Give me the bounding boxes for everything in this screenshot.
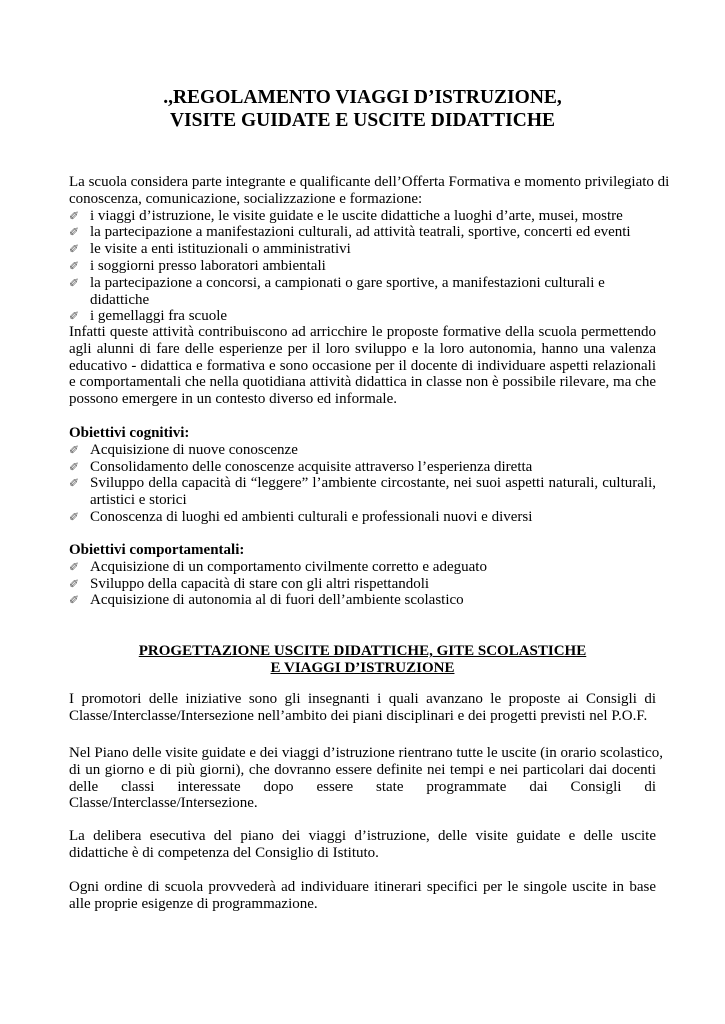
pencil-icon: ✐ (69, 459, 80, 474)
section-title (69, 643, 656, 677)
list-item: ✐ la partecipazione a manifestazioni culturali, ad attività teatrali, sportive, concerti ed eventi (69, 224, 631, 241)
list-item: ✐ Sviluppo della capacità di stare con gli altri rispettandoli (69, 575, 430, 592)
document-title (0, 86, 725, 132)
paragraph-infatti: Infatti queste attività contribuiscono ad arricchire le proposte formative della scuola permettendo agli alunni di fare delle esperienze per il loro sviluppo e la loro autonomia, hanno una valenza educativo - didattica e formativa e sono occasione per il docente di individuare aspetti relazionali e comportamentali che nella quotidiana attività didattica in classe non è possibile rilevare, ma che possono emergere in un contesto diverso ed informale. (69, 324, 656, 408)
pencil-icon: ✐ (69, 576, 80, 591)
cognitive-heading: Obiettivi cognitivi: (69, 425, 190, 441)
intro-list (69, 208, 656, 326)
list-item: ✐ i viaggi d’istruzione, le visite guidate e le uscite didattiche a luoghi d’arte, musei, mostre (69, 207, 623, 224)
list-item: ✐ Conoscenza di luoghi ed ambienti culturali e professionali nuovi e diversi (69, 508, 533, 525)
intro-block (69, 174, 670, 325)
behavioral-list (69, 559, 656, 609)
paragraph-ordine: Ogni ordine di scuola provvederà ad individuare itinerari specifici per le singole uscite in base alle proprie esigenze di programmazione. (69, 879, 656, 912)
intro-line-1: La scuola considera parte integrante e qualificante dell’Offerta Formativa e momento privilegiato di (69, 174, 670, 190)
cognitive-list (69, 442, 656, 526)
list-item: ✐ la partecipazione a concorsi, a campionati o gare sportive, a manifestazioni culturali e didattiche (69, 274, 605, 308)
list-item: ✐ Sviluppo della capacità di “leggere” l’ambiente circostante, nei suoi aspetti naturali, culturali, artistici e storici (69, 475, 656, 509)
behavioral-objectives (69, 542, 656, 609)
pencil-icon: ✐ (69, 309, 80, 324)
pencil-icon: ✐ (69, 225, 80, 240)
list-item: ✐ Acquisizione di un comportamento civilmente corretto e adeguato (69, 558, 487, 575)
title-line-1: .,REGOLAMENTO VIAGGI D’ISTRUZIONE, (163, 87, 562, 108)
behavioral-heading: Obiettivi comportamentali: (69, 542, 245, 558)
list-item: ✐ Acquisizione di nuove conoscenze (69, 441, 298, 458)
section-title-line-2: E VIAGGI D’ISTRUZIONE (270, 660, 455, 676)
list-item: ✐ le visite a enti istituzionali o amministrativi (69, 241, 351, 258)
pencil-icon: ✐ (69, 559, 80, 574)
paragraph-piano: Nel Piano delle visite guidate e dei viaggi d’istruzione rientrano tutte le uscite (in orario scolastico, di un giorno e di più giorni), che dovranno essere definite nei tempi e nei particolari dai docenti delle classi interessate dopo essere state programmate dai Consigli di Classe/Interclasse/Intersezione. (69, 745, 663, 812)
list-item: ✐ i soggiorni presso laboratori ambientali (69, 257, 326, 274)
pencil-icon: ✐ (69, 208, 80, 223)
list-item: ✐ Consolidamento delle conoscenze acquisite attraverso l’esperienza diretta (69, 458, 533, 475)
cognitive-objectives (69, 425, 656, 526)
list-item: ✐ i gemellaggi fra scuole (69, 308, 228, 325)
pencil-icon: ✐ (69, 442, 80, 457)
pencil-icon: ✐ (69, 509, 80, 524)
list-item: ✐ Acquisizione di autonomia al di fuori dell’ambiente scolastico (69, 592, 464, 609)
section-title-line-1: PROGETTAZIONE USCITE DIDATTICHE, GITE SCOLASTICHE (138, 643, 587, 659)
paragraph-promotori: I promotori delle iniziative sono gli insegnanti i quali avanzano le proposte ai Consigli di Classe/Interclasse/Intersezione nell’ambito dei piani disciplinari e dei progetti previsti nel P.O.F. (69, 691, 656, 724)
intro-line-2: conoscenza, comunicazione, socializzazione e formazione: (69, 190, 423, 207)
pencil-icon: ✐ (69, 476, 80, 491)
pencil-icon: ✐ (69, 258, 80, 273)
pencil-icon: ✐ (69, 242, 80, 257)
title-line-2: VISITE GUIDATE E USCITE DIDATTICHE (169, 110, 556, 131)
pencil-icon: ✐ (69, 593, 80, 608)
paragraph-delibera: La delibera esecutiva del piano dei viaggi d’istruzione, delle visite guidate e delle uscite didattiche è di competenza del Consiglio di Istituto. (69, 828, 656, 861)
pencil-icon: ✐ (69, 275, 80, 290)
